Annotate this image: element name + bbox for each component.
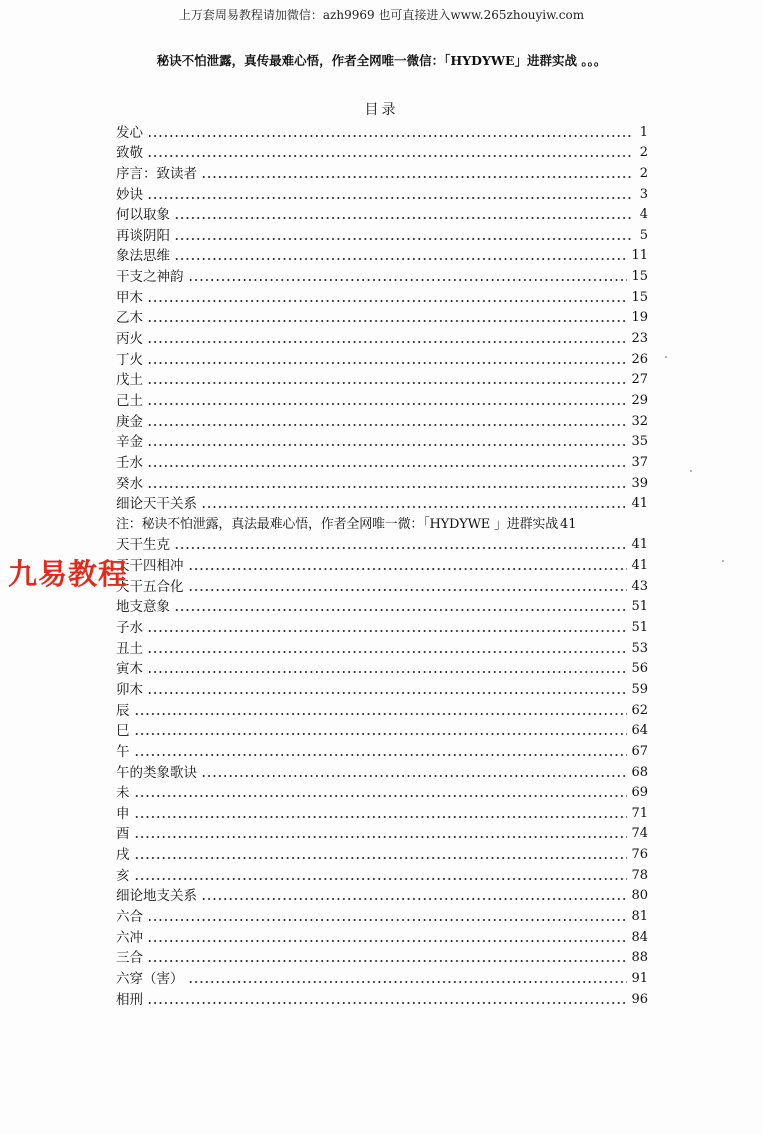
toc-entry-page: 84	[631, 929, 648, 945]
toc-entry-page: 35	[631, 434, 648, 450]
dot-leader	[134, 835, 628, 839]
toc-entry-title: 酉	[116, 826, 130, 843]
dot-leader	[134, 753, 628, 757]
toc-entry[interactable]	[116, 925, 648, 946]
toc-entry[interactable]	[116, 595, 648, 616]
dot-leader	[174, 608, 627, 612]
dot-leader	[147, 959, 627, 963]
toc-entry[interactable]	[116, 884, 648, 905]
dot-leader	[174, 546, 627, 550]
toc-entry-title: 丙火	[116, 331, 143, 348]
toc-entry-title: 三合	[116, 950, 143, 967]
toc-entry-page: 51	[631, 599, 648, 615]
notice-line: 秘诀不怕泄露，真传最难心悟，作者全网唯一微信：「HYDYWE」进群实战 。。。	[156, 53, 607, 68]
toc-entry-title: 干支之神韵	[116, 269, 184, 286]
dot-leader	[147, 670, 627, 674]
toc-entry-title: 天干生克	[116, 537, 170, 554]
toc-entry-title: 午的类象歌诀	[116, 764, 197, 781]
toc-entry-page: 91	[631, 970, 648, 986]
toc-entry-page: 80	[631, 888, 648, 904]
toc-entry[interactable]	[116, 781, 648, 802]
toc-entry-page: 51	[631, 620, 648, 636]
toc-entry-title: 丁火	[116, 351, 143, 368]
toc-entry[interactable]	[116, 203, 648, 224]
dot-leader	[147, 134, 632, 138]
toc-entry[interactable]	[116, 842, 648, 863]
toc-entry-title: 子水	[116, 620, 143, 637]
dot-leader	[147, 361, 627, 365]
toc-entry-page: 2	[639, 165, 648, 181]
toc-entry[interactable]	[116, 698, 648, 719]
toc-entry[interactable]	[116, 801, 648, 822]
toc-entry[interactable]	[116, 636, 648, 657]
dot-leader	[147, 443, 627, 447]
toc-entry-page: 37	[631, 454, 648, 470]
dot-leader	[134, 712, 628, 716]
toc-entry[interactable]	[116, 141, 648, 162]
toc-entry-page: 88	[631, 950, 648, 966]
toc-entry[interactable]	[116, 326, 648, 347]
toc-entry[interactable]	[116, 946, 648, 967]
toc-entry-title: 癸水	[116, 475, 143, 492]
toc-entry-page: 67	[631, 743, 648, 759]
toc-entry-title: 细论天干关系	[116, 496, 197, 513]
dot-leader	[174, 216, 632, 220]
toc-entry-page: 2	[639, 145, 648, 161]
toc-entry[interactable]	[116, 615, 648, 636]
toc-entry-page: 62	[631, 702, 648, 718]
toc-entry-title: 巳	[116, 723, 130, 740]
dot-leader	[188, 278, 628, 282]
toc-entry-page: 15	[631, 269, 648, 285]
toc-entry-page: 5	[639, 227, 648, 243]
toc-entry-page: 41	[631, 496, 648, 512]
dot-leader	[188, 567, 628, 571]
toc-entry[interactable]	[116, 223, 648, 244]
dot-leader	[147, 381, 627, 385]
toc-entry-title: 午	[116, 743, 130, 760]
toc-entry-page: 69	[631, 785, 648, 801]
toc-entry-title: 再谈阴阳	[116, 227, 170, 244]
toc-entry[interactable]	[116, 244, 648, 265]
toc-entry-page: 41	[631, 558, 648, 574]
toc-entry-title: 戊土	[116, 372, 143, 389]
toc-entry-title: 象法思维	[116, 248, 170, 265]
toc-entry-title: 六冲	[116, 929, 143, 946]
toc-entry-title: 何以取象	[116, 207, 170, 224]
toc-entry-title: 六合	[116, 908, 143, 925]
dot-leader	[134, 794, 628, 798]
toc-entry-title: 己土	[116, 392, 143, 409]
toc-entry[interactable]	[116, 492, 648, 513]
toc-entry-title: 壬水	[116, 454, 143, 471]
dot-leader	[147, 299, 627, 303]
toc-entry[interactable]	[116, 677, 648, 698]
toc-entry-title: 辛金	[116, 434, 143, 451]
toc-entry-page: 27	[631, 372, 648, 388]
toc-entry-page: 64	[631, 723, 648, 739]
toc-entry-title: 序言：致读者	[116, 165, 197, 182]
toc-entry-title: 发心	[116, 124, 143, 141]
dot-leader	[174, 257, 627, 261]
dot-leader	[134, 815, 628, 819]
toc-entry[interactable]	[116, 512, 648, 533]
dot-leader	[147, 939, 627, 943]
toc-entry[interactable]	[116, 760, 648, 781]
toc-entry-title: 辰	[116, 702, 130, 719]
toc-entry-page: 43	[631, 578, 648, 594]
dot-leader	[134, 877, 628, 881]
toc-entry-title: 未	[116, 785, 130, 802]
toc-entry-title: 相刑	[116, 991, 143, 1008]
toc-entry[interactable]	[116, 347, 648, 368]
toc-entry[interactable]	[116, 182, 648, 203]
dot-leader	[147, 918, 627, 922]
toc-entry-page: 39	[631, 475, 648, 491]
toc-entry[interactable]	[116, 553, 648, 574]
dot-leader	[147, 485, 627, 489]
toc-entry[interactable]	[116, 306, 648, 327]
toc-entry-page: 59	[631, 681, 648, 697]
toc-entry[interactable]	[116, 471, 648, 492]
toc-entry-title: 妙诀	[116, 186, 143, 203]
dot-leader	[134, 732, 628, 736]
toc-entry-title: 天干五合化	[116, 578, 184, 595]
toc-entry-title: 甲木	[116, 289, 143, 306]
dot-leader	[147, 650, 627, 654]
toc-entry-page: 23	[631, 331, 648, 347]
toc-entry-page: 26	[631, 351, 648, 367]
toc-entry-page: 71	[631, 805, 648, 821]
toc-entry-title: 亥	[116, 867, 130, 884]
toc-entry-page: 76	[631, 847, 648, 863]
toc-entry-title: 地支意象	[116, 599, 170, 616]
toc-entry-page: 4	[639, 207, 648, 223]
toc-title: 目录	[364, 102, 399, 118]
dot-leader	[147, 464, 627, 468]
dot-leader	[147, 319, 627, 323]
toc-entry[interactable]	[116, 904, 648, 925]
toc-entry-title: 戌	[116, 847, 130, 864]
toc-entry[interactable]	[116, 450, 648, 471]
toc-entry[interactable]	[116, 657, 648, 678]
toc-entry-page: 53	[631, 640, 648, 656]
toc-entry[interactable]	[116, 368, 648, 389]
dot-leader	[147, 629, 627, 633]
toc-entry-title: 卯木	[116, 681, 143, 698]
toc-entry[interactable]	[116, 430, 648, 451]
toc-entry-page: 3	[639, 186, 648, 202]
toc-entry-title: 天干四相冲	[116, 558, 184, 575]
toc-entry-page: 74	[631, 826, 648, 842]
toc-entry-page: 32	[631, 413, 648, 429]
toc-entry-page: 11	[631, 248, 648, 264]
table-of-contents	[116, 120, 648, 1008]
toc-entry-page: 68	[631, 764, 648, 780]
toc-entry[interactable]	[116, 120, 648, 141]
toc-entry-title: 庚金	[116, 413, 143, 430]
dot-leader	[201, 175, 632, 179]
dot-leader	[134, 856, 628, 860]
toc-entry[interactable]	[116, 264, 648, 285]
dot-leader	[147, 196, 632, 200]
dot-leader	[188, 980, 628, 984]
toc-entry-page: 56	[631, 661, 648, 677]
scan-speck	[690, 470, 692, 472]
scan-speck	[722, 560, 724, 562]
scan-speck	[665, 356, 667, 358]
toc-entry-title: 致敬	[116, 145, 143, 162]
toc-entry[interactable]	[116, 285, 648, 306]
toc-entry-title: 细论地支关系	[116, 888, 197, 905]
dot-leader	[147, 340, 627, 344]
page-header: 上万套周易教程请加微信：azh9969 也可直接进入www.265zhouyiw.com	[178, 8, 585, 22]
toc-entry-title: 六穿（害）	[116, 970, 184, 987]
toc-entry[interactable]	[116, 388, 648, 409]
toc-entry[interactable]	[116, 533, 648, 554]
toc-entry-title: 寅木	[116, 661, 143, 678]
dot-leader	[201, 505, 627, 509]
toc-entry[interactable]	[116, 739, 648, 760]
toc-entry-title: 申	[116, 805, 130, 822]
dot-leader	[201, 897, 627, 901]
toc-entry-page: 29	[631, 392, 648, 408]
dot-leader	[147, 154, 632, 158]
toc-entry-page: 78	[631, 867, 648, 883]
toc-entry-page: 1	[639, 124, 648, 140]
toc-entry-page: 15	[631, 289, 648, 305]
toc-entry-title: 乙木	[116, 310, 143, 327]
toc-entry-title: 丑土	[116, 640, 143, 657]
toc-entry-page: 41	[631, 537, 648, 553]
toc-entry[interactable]	[116, 863, 648, 884]
dot-leader	[147, 1001, 627, 1005]
toc-entry[interactable]	[116, 987, 648, 1008]
toc-entry-page: 41	[560, 516, 577, 532]
toc-entry-page: 81	[631, 908, 648, 924]
toc-entry[interactable]	[116, 822, 648, 843]
toc-entry-page: 19	[631, 310, 648, 326]
toc-entry[interactable]	[116, 574, 648, 595]
dot-leader	[147, 423, 627, 427]
toc-entry[interactable]	[116, 409, 648, 430]
toc-entry[interactable]	[116, 161, 648, 182]
toc-entry[interactable]	[116, 966, 648, 987]
watermark-logo: 九易教程	[8, 557, 129, 591]
dot-leader	[147, 691, 627, 695]
toc-entry[interactable]	[116, 719, 648, 740]
toc-entry-page: 96	[631, 991, 648, 1007]
dot-leader	[188, 588, 628, 592]
toc-entry-title: 注：秘诀不怕泄露，真法最难心悟，作者全网唯一微：「HYDYWE 」进群实战	[116, 516, 559, 532]
dot-leader	[174, 237, 632, 241]
dot-leader	[147, 402, 627, 406]
dot-leader	[201, 774, 627, 778]
